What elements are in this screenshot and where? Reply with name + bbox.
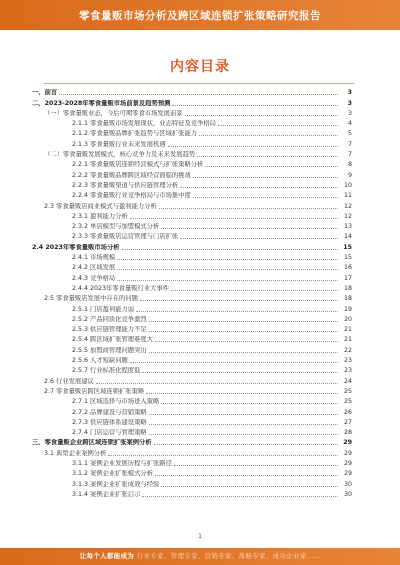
- toc-entry[interactable]: [32, 272, 352, 282]
- toc-entry-label: 2.1.2 零食量贩品牌扩张趋势与区域扩张能力: [72, 130, 198, 138]
- toc-entry-page: 3: [347, 99, 352, 107]
- toc-entry-label: 2.7 零食量贩店跨区域连锁扩张策略: [44, 387, 145, 395]
- toc-entry-label: 2.2.2 零食量贩品牌跨区域经营面临的挑战: [72, 171, 191, 179]
- toc-entry-label: 2.4.1 市场规模: [72, 254, 116, 262]
- toc-entry-label: 2.5.4 跨区域扩张管理难度大: [72, 336, 153, 344]
- toc-entry-page: 7: [347, 151, 352, 159]
- toc-entry-page: 23: [343, 357, 352, 365]
- toc-leader-dots: [193, 197, 338, 198]
- toc-leader-dots: [149, 352, 338, 353]
- toc-heading-divider: [44, 83, 354, 84]
- toc-leader-dots: [59, 94, 338, 95]
- toc-entry[interactable]: [32, 128, 352, 138]
- toc-leader-dots: [172, 105, 338, 106]
- toc-entry-page: 15: [343, 243, 352, 251]
- toc-heading: 内容目录: [170, 59, 230, 75]
- toc-entry-page: 19: [343, 305, 352, 313]
- toc-leader-dots: [199, 135, 338, 136]
- toc-entry-page: 12: [343, 212, 352, 220]
- toc-leader-dots: [155, 341, 338, 342]
- toc-entry-page: 20: [343, 315, 352, 323]
- toc-entry[interactable]: [32, 262, 352, 272]
- toc-entry-page: 13: [343, 223, 352, 231]
- toc-entry[interactable]: [32, 190, 352, 200]
- toc-leader-dots: [140, 300, 338, 301]
- toc-entry-label: 2.2.4 零食量贩行业竞争格局与市场集中度: [72, 192, 191, 200]
- toc-leader-dots: [168, 146, 338, 147]
- toc-entry[interactable]: [32, 293, 352, 303]
- toc-leader-dots: [154, 444, 338, 445]
- toc-entry-page: 21: [343, 336, 352, 344]
- toc-leader-dots: [161, 403, 338, 404]
- toc-entry-page: 15: [343, 254, 352, 262]
- toc-entry-label: 3.1.2 案例企业扩张模式分析: [72, 470, 153, 478]
- toc-entry-page: 4: [347, 120, 352, 128]
- toc-entry-page: 26: [343, 408, 352, 416]
- toc-entry[interactable]: [32, 231, 352, 241]
- page-number: 1: [198, 533, 202, 540]
- toc-entry[interactable]: [32, 458, 352, 468]
- toc-entry-page: 8: [347, 161, 352, 169]
- toc-leader-dots: [149, 331, 338, 332]
- toc-entry-label: 2.3 零食量贩店商业模式与盈利能力分析: [44, 202, 157, 210]
- toc-entry-page: 22: [343, 346, 352, 354]
- toc-leader-dots: [96, 383, 338, 384]
- toc-entry-label: 2.3.3 零食量贩店运营管理与门店扩张: [72, 233, 179, 241]
- toc-entry-page: 18: [343, 284, 352, 292]
- toc-entry[interactable]: [32, 386, 352, 396]
- toc-entry-label: 2.6 行业发展建议: [44, 377, 94, 385]
- toc-entry[interactable]: [32, 406, 352, 416]
- toc-entry[interactable]: [32, 241, 352, 251]
- toc-entry-label: 一、前言: [32, 89, 58, 97]
- toc-leader-dots: [161, 228, 338, 229]
- toc-entry[interactable]: [32, 489, 352, 499]
- toc-entry-page: 9: [347, 171, 352, 179]
- toc-entry-page: 7: [347, 140, 352, 148]
- toc-leader-dots: [149, 424, 338, 425]
- toc-entry[interactable]: [32, 478, 352, 488]
- toc-entry-label: 2.5.2 产品同质化竞争激烈: [72, 315, 147, 323]
- toc-entry[interactable]: [32, 87, 352, 97]
- toc-entry-page: 16: [343, 264, 352, 272]
- toc-entry-label: 2.5.7 行业标准化程度低: [72, 367, 141, 375]
- toc-entry-page: 18: [343, 295, 352, 303]
- toc-entry[interactable]: [32, 138, 352, 148]
- toc-entry-page: 30: [343, 490, 352, 498]
- toc-leader-dots: [155, 475, 338, 476]
- report-title: 零食量贩市场分析及跨区域连锁扩张策略研究报告: [79, 9, 321, 22]
- toc-entry-label: 2.2.1 零食量贩店连锁经营模式与扩张策略分析: [72, 161, 204, 169]
- toc-leader-dots: [161, 486, 338, 487]
- toc-entry[interactable]: [32, 283, 352, 293]
- toc-entry[interactable]: [32, 211, 352, 221]
- toc-entry-label: 2.1.1 零食量贩市场发展现状，业态特征及竞争格局: [72, 120, 216, 128]
- toc-entry[interactable]: [32, 344, 352, 354]
- toc-leader-dots: [142, 496, 338, 497]
- toc-entry-page: 29: [343, 449, 352, 457]
- toc-entry[interactable]: [32, 334, 352, 344]
- toc-leader-dots: [117, 269, 338, 270]
- toc-entry-page: 3: [347, 89, 352, 97]
- toc-leader-dots: [122, 249, 338, 250]
- toc-leader-dots: [174, 465, 338, 466]
- toc-entry-label: 2.4 2023年零食量贩市场分析: [32, 243, 120, 251]
- toc-leader-dots: [185, 115, 338, 116]
- toc-entry[interactable]: [32, 169, 352, 179]
- toc-entry[interactable]: [32, 324, 352, 334]
- toc-entry-label: 2.4.2 区域发展: [72, 264, 116, 272]
- toc-entry[interactable]: [32, 365, 352, 375]
- toc-entry[interactable]: [32, 303, 352, 313]
- toc-entry-page: 14: [343, 233, 352, 241]
- toc-entry-page: 17: [343, 274, 352, 282]
- toc-entry[interactable]: [32, 118, 352, 128]
- toc-leader-dots: [193, 177, 338, 178]
- toc-entry[interactable]: [32, 468, 352, 478]
- toc-leader-dots: [197, 156, 338, 157]
- footer-bar: [0, 548, 400, 565]
- toc-entry-page: 12: [343, 202, 352, 210]
- toc-leader-dots: [136, 311, 338, 312]
- toc-entry-label: 3.1.1 案例企业发展历程与扩张路径: [72, 459, 172, 467]
- toc-entry[interactable]: [32, 375, 352, 385]
- toc-entry-label: 2.3.1 盈利能力分析: [72, 212, 128, 220]
- toc-entry-label: （一）零食量贩业态，今后可期零食市场发展前景: [44, 109, 183, 117]
- toc-entry-page: 29: [343, 439, 352, 447]
- toc-leader-dots: [149, 414, 338, 415]
- toc-entry[interactable]: [32, 108, 352, 118]
- toc-leader-dots: [130, 218, 338, 219]
- toc-leader-dots: [130, 362, 338, 363]
- toc-leader-dots: [117, 280, 338, 281]
- toc-entry-label: 3.1.3 案例企业扩张成效与经验: [72, 480, 160, 488]
- toc-leader-dots: [180, 187, 338, 188]
- toc-entry[interactable]: [32, 314, 352, 324]
- toc-entry-label: 2.2.3 零食量贩渠道与供应链管理分析: [72, 181, 179, 189]
- toc-leader-dots: [218, 125, 338, 126]
- toc-entry-label: 二、2023-2028年零食量贩市场前景及趋势预测: [32, 99, 171, 107]
- toc-leader-dots: [149, 434, 338, 435]
- toc-entry-label: 2.4.4 2023年零食量贩行业大事件: [72, 284, 170, 292]
- table-of-contents: [32, 87, 352, 499]
- toc-entry[interactable]: [32, 437, 352, 447]
- toc-entry-label: 2.5.1 门店盈利能力弱: [72, 305, 135, 313]
- toc-leader-dots: [171, 290, 338, 291]
- toc-entry-page: 29: [343, 470, 352, 478]
- toc-entry[interactable]: [32, 149, 352, 159]
- toc-entry-page: 25: [343, 398, 352, 406]
- toc-entry-label: 2.5 零食量贩店发展中存在的问题: [44, 295, 138, 303]
- toc-leader-dots: [117, 259, 338, 260]
- toc-entry-page: 3: [347, 109, 352, 117]
- toc-leader-dots: [146, 393, 338, 394]
- toc-entry-page: 10: [343, 181, 352, 189]
- toc-entry-label: 2.7.1 区域选择与市场进入策略: [72, 398, 160, 406]
- toc-entry-label: 3.1.4 案例企业扩张启示: [72, 490, 141, 498]
- toc-entry[interactable]: [32, 396, 352, 406]
- toc-entry-label: 2.5.3 供应链管理能力不足: [72, 326, 147, 334]
- toc-leader-dots: [180, 238, 338, 239]
- toc-entry-page: 5: [347, 130, 352, 138]
- toc-entry-label: 2.3.2 单店模型与加盟模式分析: [72, 223, 160, 231]
- toc-leader-dots: [142, 372, 338, 373]
- toc-entry-label: 2.7.2 品牌建设与营销策略: [72, 408, 147, 416]
- toc-entry[interactable]: [32, 447, 352, 457]
- footer-slogan-lead: 让每个人都能成为: [79, 552, 135, 560]
- toc-entry-page: 24: [343, 377, 352, 385]
- toc-entry-page: 11: [343, 192, 352, 200]
- toc-entry-page: 23: [343, 367, 352, 375]
- toc-entry-page: 29: [343, 459, 352, 467]
- toc-entry[interactable]: [32, 355, 352, 365]
- toc-entry[interactable]: [32, 252, 352, 262]
- toc-leader-dots: [108, 455, 338, 456]
- footer-slogan-tail: 行业专家、管理专家、营销专家、战略专家、成功企业家……: [136, 552, 321, 560]
- toc-entry-label: 2.5.6 人才短缺问题: [72, 357, 128, 365]
- toc-entry-page: 27: [343, 418, 352, 426]
- toc-entry-label: （二）零食量贩发展模式，核心竞争力及未来发展趋势: [44, 151, 196, 159]
- toc-entry[interactable]: [32, 97, 352, 107]
- toc-leader-dots: [149, 321, 338, 322]
- toc-entry-page: 30: [343, 480, 352, 488]
- footer-slogan: [0, 548, 400, 565]
- toc-entry-label: 2.1.3 零食量贩行业未来发展机遇: [72, 140, 166, 148]
- toc-entry-label: 三、零食量贩企业跨区域连锁扩张案例分析: [32, 439, 152, 447]
- toc-entry-label: 2.5.5 加盟商管理问题突出: [72, 346, 147, 354]
- toc-entry[interactable]: [32, 200, 352, 210]
- report-header-bar: [0, 0, 400, 30]
- toc-entry-page: 21: [343, 326, 352, 334]
- toc-entry-page: 25: [343, 387, 352, 395]
- toc-entry[interactable]: [32, 221, 352, 231]
- toc-leader-dots: [159, 208, 338, 209]
- toc-entry-label: 2.7.4 门店运营与管理策略: [72, 429, 147, 437]
- toc-entry[interactable]: [32, 417, 352, 427]
- toc-entry[interactable]: [32, 159, 352, 169]
- toc-entry-label: 2.7.3 供应链体系建设策略: [72, 418, 147, 426]
- toc-entry[interactable]: [32, 180, 352, 190]
- toc-entry-page: 28: [343, 429, 352, 437]
- toc-leader-dots: [205, 166, 338, 167]
- toc-entry[interactable]: [32, 427, 352, 437]
- toc-entry-label: 3.1 典型企业案例分析: [44, 449, 107, 457]
- toc-entry-label: 2.4.3 竞争格局: [72, 274, 116, 282]
